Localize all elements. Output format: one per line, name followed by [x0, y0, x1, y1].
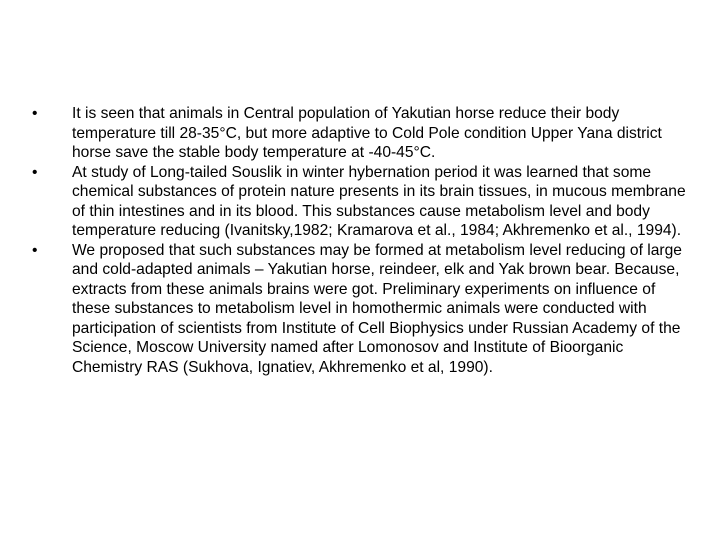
bullet-text: We proposed that such substances may be formed at metabolism level reducing of large and cold-adapted animals – Yakutian horse, reindeer, elk and Yak brown bear. Because, extracts from these animals brains were got. Preliminary experiments on influence of these substances to metabolism level in homothermic animals were conducted with participation of scientists from Institute of Cell Biophysics under Russian Academy of the Science, Moscow University named after Lomonosov and Institute of Bioorganic Chemistry RAS (Sukhova, Ignatiev, Akhremenko et al, 1990). — [72, 241, 682, 376]
bullet-list — [32, 104, 688, 377]
bullet-icon: • — [32, 163, 38, 181]
bullet-icon: • — [32, 105, 38, 122]
bullet-item-souslik — [32, 163, 688, 241]
bullet-item-substances — [32, 241, 688, 378]
bullet-text: It is seen that animals in Central population of Yakutian horse reduce their body temperature till 28-35°C, but more adaptive to Cold Pole condition Upper Yana district horse save the stable body temperature at -40-45°C. — [72, 105, 662, 161]
slide-body — [32, 104, 688, 377]
bullet-text: At study of Long-tailed Souslik in winter hybernation period it was learned that some chemical substances of protein nature presents in its brain tissues, in mucous membrane of thin intestines and in its blood. This substances cause metabolism level and body temperature reducing (Ivanitsky,1982; Kramarova et al., 1984; Akhremenko et al., 1994). — [72, 163, 686, 239]
bullet-icon: • — [32, 241, 38, 259]
bullet-item-yakutian-horse — [32, 104, 688, 163]
